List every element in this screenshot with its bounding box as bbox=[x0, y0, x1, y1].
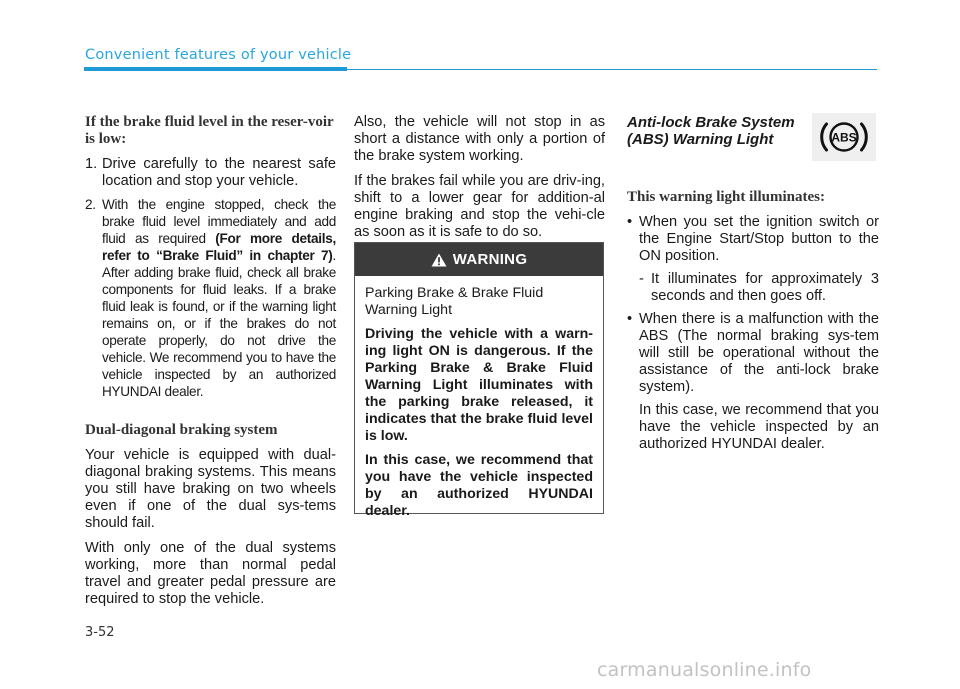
abs-warning-icon bbox=[812, 113, 876, 161]
column-left bbox=[85, 114, 336, 608]
list-item bbox=[85, 196, 336, 400]
heading-low-fluid: If the brake fluid level in the reser-voir is low: bbox=[85, 114, 334, 147]
paragraph: Also, the vehicle will not stop in as short a distance with only a portion of the brake system working. bbox=[354, 114, 605, 164]
list-number: 2. bbox=[85, 197, 96, 212]
bullet-icon: • bbox=[627, 311, 633, 327]
list-text-reference: (For more details, refer to “Brake Fluid” in chapter 7) bbox=[102, 231, 336, 263]
list-text bbox=[102, 196, 336, 400]
abs-icon-label: ABS bbox=[831, 130, 857, 145]
warning-text: In this case, we recommend that you have the vehicle inspected by an authorized HYUNDAI dealer. bbox=[365, 452, 593, 519]
subheading-illuminates: This warning light illuminates: bbox=[627, 189, 825, 205]
dash-icon: - bbox=[639, 271, 644, 287]
page-number: 3-52 bbox=[85, 625, 115, 640]
warning-body bbox=[355, 276, 603, 520]
column-right bbox=[627, 114, 879, 453]
list-text: It illuminates for approximately 3 seconds and then goes off. bbox=[651, 271, 879, 304]
paragraph: Your vehicle is equipped with dual-diagonal braking systems. This means you still have braking on two wheels even if one of the dual sys-tems should fail. bbox=[85, 447, 336, 531]
list-text: When you set the ignition switch or the Engine Start/Stop button to the ON position. bbox=[639, 214, 879, 264]
list-item bbox=[627, 311, 879, 396]
warning-box bbox=[354, 242, 604, 519]
list-text: Drive carefully to the nearest safe location and stop your vehicle. bbox=[102, 156, 336, 189]
paragraph: In this case, we recommend that you have the vehicle inspected by an authorized HYUNDAI dealer. bbox=[639, 402, 879, 452]
section-title-abs: Anti-lock Brake System (ABS) Warning Light bbox=[627, 114, 795, 148]
list-text: When there is a malfunction with the ABS (The normal braking sys-tem will still be operational without the assistance of the anti-lock brake system). bbox=[639, 311, 879, 395]
header-rule-accent bbox=[84, 67, 347, 71]
heading-dual-diagonal: Dual-diagonal braking system bbox=[85, 422, 278, 438]
list-item bbox=[85, 156, 336, 190]
paragraph: If the brakes fail while you are driv-ing, shift to a lower gear for addition-al engine braking and stop the vehi-cle as soon as it is safe to do so. bbox=[354, 173, 605, 240]
paragraph: With only one of the dual systems working, more than normal pedal travel and greater pedal pressure are required to stop the vehicle. bbox=[85, 540, 336, 607]
list-item bbox=[639, 271, 879, 305]
warning-label: WARNING bbox=[452, 251, 528, 268]
list-text-post: . After adding brake fluid, check all brake components for fluid leaks. If a brake fluid leak is found, or if the warning light remains on, or if the brakes do not operate properly, do not drive the vehicle. We recommend you to have the vehicle inspected by an authorized HYUNDAI dealer. bbox=[102, 248, 336, 399]
section-header-title: Convenient features of your vehicle bbox=[85, 47, 352, 63]
column-middle bbox=[354, 114, 605, 241]
header-rule-line bbox=[347, 69, 877, 70]
warning-bar bbox=[355, 243, 603, 276]
watermark: carmanualsonline.info bbox=[597, 659, 812, 681]
list-number: 1. bbox=[85, 156, 98, 172]
warning-triangle-icon bbox=[431, 253, 447, 267]
warning-title: Parking Brake & Brake Fluid Warning Light bbox=[365, 285, 544, 318]
list-item bbox=[627, 214, 879, 265]
warning-text: Driving the vehicle with a warn-ing light ON is dangerous. If the Parking Brake & Brake Fluid Warning Light illuminates with the parking brake released, it indicates that the brake fluid level is low. bbox=[365, 326, 593, 444]
bullet-icon: • bbox=[627, 214, 633, 230]
list-text-pre: With the engine stopped, check the brake fluid level immediately and add fluid as required bbox=[102, 197, 336, 246]
